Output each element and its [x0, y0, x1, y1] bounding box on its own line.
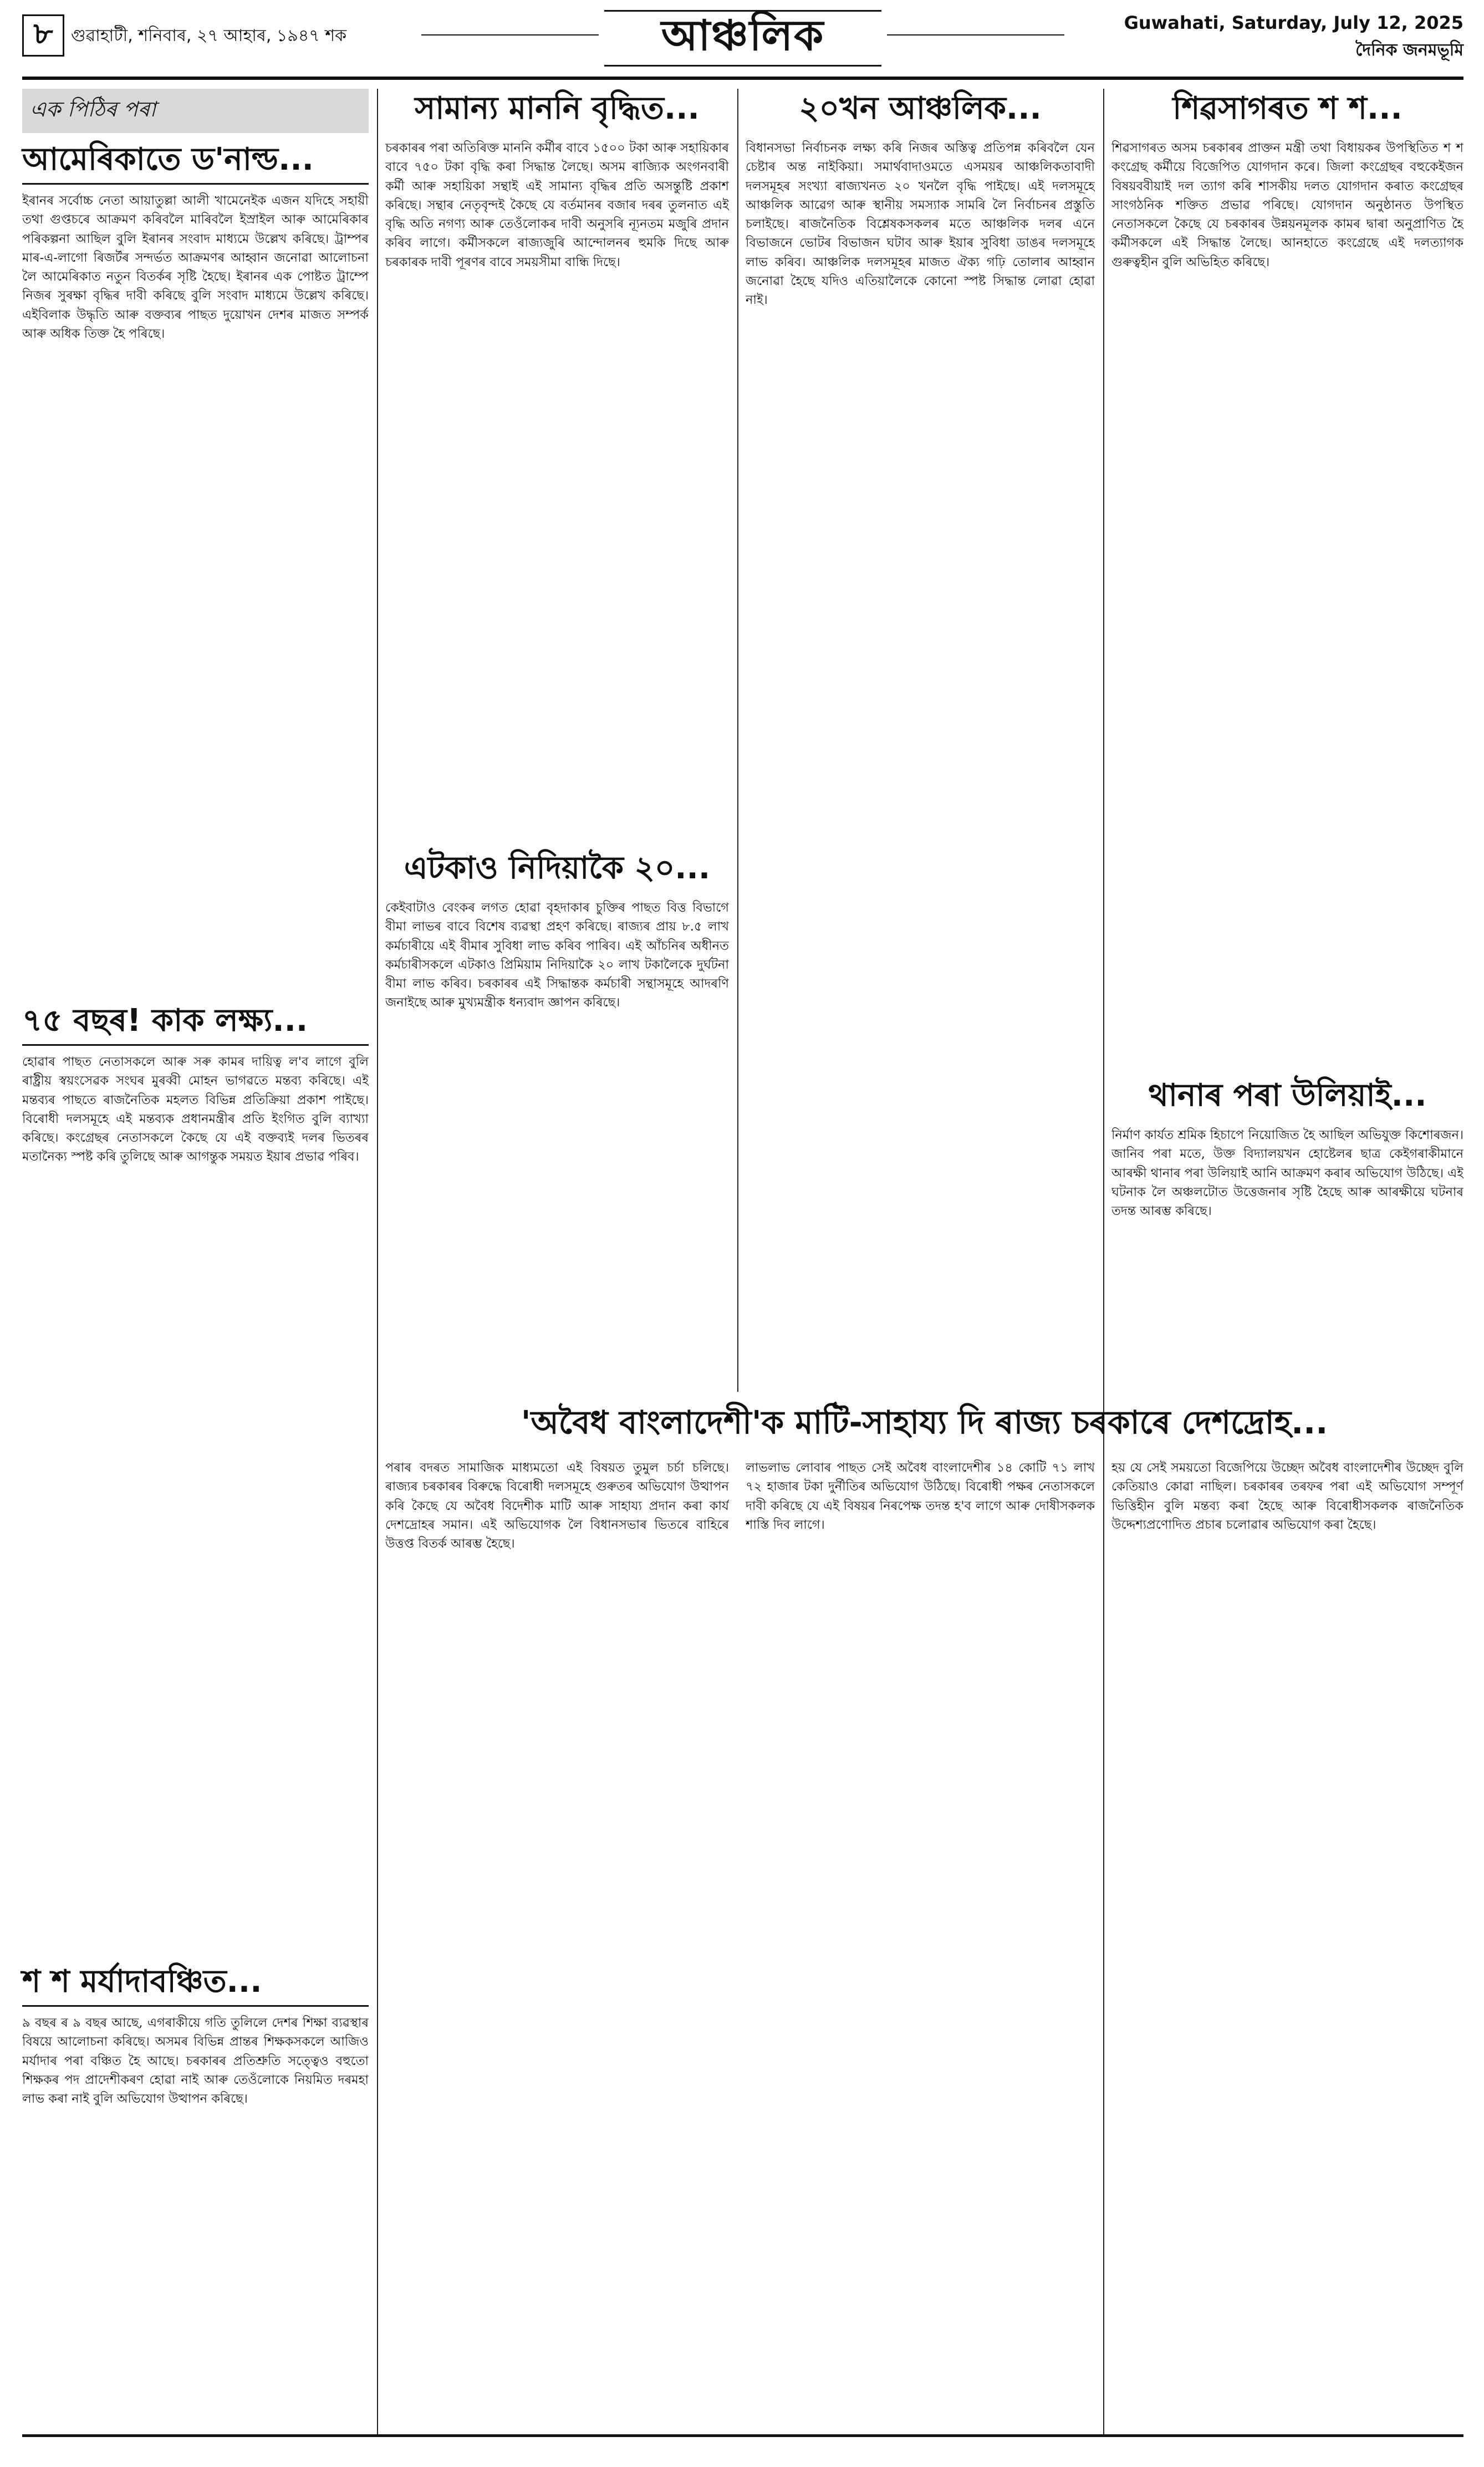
page-number: ৮ — [22, 14, 64, 57]
column-3 — [746, 89, 1095, 1386]
date-left: গুৱাহাটী, শনিবাৰ, ২৭ আহাৰ, ১৯৪৭ শক — [71, 26, 347, 45]
headline-honorarium: সামান্য মাননি বৃদ্ধিত... — [415, 90, 700, 126]
brand-title: আঞ্চলিক — [604, 10, 881, 67]
headline-illegal-bangladeshi: 'অবৈধ বাংলাদেশী'ক মাটি-সাহায্য দি ৰাজ্য চৰকাৰে দেশদ্ৰোহ... — [521, 1403, 1328, 1441]
article-body: পৰাৰ বদৰত সামাজিক মাধ্যমতো এই বিষয়ত তুমুল চৰ্চা চলিছে। ৰাজ্যৰ চৰকাৰৰ বিৰুদ্ধে বিৰোধী দলসমূহে গুৰুতৰ অভিযোগ উত্থাপন কৰি কৈছে যে অবৈধ বিদেশীক মাটি আৰু সাহায্য প্ৰদান কৰা কাৰ্য দেশদ্ৰোহৰ সমান। এই অভিযোগক লৈ বিধানসভাৰ ভিতৰে বাহিৰে উত্তপ্ত বিতৰ্ক আৰম্ভ হৈছে। — [385, 1461, 729, 1552]
wide-column-middle — [746, 1458, 1095, 2423]
article-body: ৯ বছৰ ৰ ৯ বছৰ আছে, এগৰাকীয়ে গতি তুলিলে দেশৰ শিক্ষা ব্যৱস্থাৰ বিষয়ে আলোচনা কৰিছে। অসমৰ বিভিন্ন প্ৰান্তৰ শিক্ষকসকলে আজিও মৰ্যাদাৰ পৰা বঞ্চিত হৈ আছে। চৰকাৰৰ প্ৰতিশ্ৰুতি সত্ত্বেও বহুতো শিক্ষকৰ পদ প্ৰাদেশীকৰণ হোৱা নাই আৰু তেওঁলোকে নিয়মিত দৰমহা লাভ কৰা নাই বুলি অভিযোগ উত্থাপন কৰিছে। — [22, 2016, 369, 2107]
article-body: হোৱাৰ পাছত নেতাসকলে আৰু সৰু কামৰ দায়িত্ব ল'ব লাগে বুলি ৰাষ্ট্ৰীয় স্বয়ংসেৱক সংঘৰ মুৰব্বী মোহন ভাগৱতে মন্তব্য কৰিছে। এই মন্তব্যৰ পাছতে ৰাজনৈতিক মহলত বিভিন্ন প্ৰতিক্ৰিয়া প্ৰকাশ পাইছে। বিৰোধী দলসমূহে এই মন্তব্যক প্ৰধানমন্ত্ৰীৰ প্ৰতি ইংগিত বুলি ব্যাখ্যা কৰিছে। কংগ্ৰেছৰ নেতাসকলে কৈছে যে এই বক্তব্যই দলৰ ভিতৰৰ মতানৈক্য স্পষ্ট কৰি তুলিছে আৰু আগন্তুক সময়ত ইয়াৰ প্ৰভাৱ পৰিব। — [22, 1055, 369, 1164]
article-body: বিধানসভা নিৰ্বাচনক লক্ষ্য কৰি নিজৰ অস্তিত্ব প্ৰতিপন্ন কৰিবলৈ যেন চেষ্টাৰ অন্ত নাইকিয়া। সমাৰ্থবাদাওমতে এসময়ৰ আঞ্চলিকতাবাদী দলসমূহৰ সংখ্যা ৰাজ্যখনত ২০ খনলৈ বৃদ্ধি পাইছে। এই দলসমূহে আঞ্চলিক আৱেগ আৰু স্থানীয় সমস্যাক সামৰি লৈ নিৰ্বাচনৰ প্ৰস্তুতি চলাইছে। ৰাজনৈতিক বিশ্লেষকসকলৰ মতে আঞ্চলিক দলৰ এনে বিভাজনে ভোটৰ বিভাজন ঘটাব আৰু ইয়াৰ সুবিধা ডাঙৰ দলসমূহে লাভ কৰিব। আঞ্চলিক দলসমূহৰ মাজত ঐক্য গঢ়ি তোলাৰ আহ্বান জনোৱা হৈছে যদিও এতিয়ালৈকে কোনো স্পষ্ট সিদ্ধান্ত লোৱা হোৱা নাই। — [746, 141, 1095, 308]
headline-regional: ২০খন আঞ্চলিক... — [799, 90, 1042, 126]
brand-rule-left — [421, 34, 599, 35]
article-body: নিৰ্মাণ কাৰ্যত শ্ৰমিক হিচাপে নিয়োজিত হৈ আছিল অভিযুক্ত কিশোৰজন। জানিব পৰা মতে, উক্ত বিদ্যালয়খন হোষ্টেলৰ ছাত্ৰ কেইগৰাকীমানে আৰক্ষী থানাৰ পৰা উলিয়াই আনি আক্ৰমণ কৰাৰ অভিযোগ উঠিছে। এই ঘটনাক লৈ অঞ্চলটোত উত্তেজনাৰ সৃষ্টি হৈছে আৰু আৰক্ষীয়ে ঘটনাৰ তদন্ত আৰম্ভ কৰিছে। — [1111, 1128, 1463, 1219]
article-body: কেইবাটাও বেংকৰ লগত হোৱা বৃহদাকাৰ চুক্তিৰ পাছত বিত্ত বিভাগে বীমা লাভৰ বাবে বিশেষ ব্যৱস্থা প্ৰহণ কৰিছে। ৰাজ্যৰ প্ৰায় ৮.৫ লাখ কৰ্মচাৰীয়ে এই বীমাৰ সুবিধা লাভ কৰিব পাৰিব। এই আঁচনিৰ অধীনত কৰ্মচাৰীসকলে এটকাও প্ৰিমিয়াম নিদিয়াকৈ ২০ লাখ টকালৈকে দুৰ্ঘটনা বীমা লাভ কৰিব। চৰকাৰৰ এই সিদ্ধান্তক কৰ্মচাৰী সন্থাসমূহে আদৰণি জনাইছে আৰু মুখ্যমন্ত্ৰীক ধন্যবাদ জ্ঞাপন কৰিছে। — [385, 901, 729, 1010]
column-divider — [1103, 89, 1104, 2434]
headline-police-station: থানাৰ পৰা উলিয়াই... — [1148, 1077, 1427, 1113]
headline-teachers: শ শ মৰ্যাদাবঞ্চিত... — [22, 1962, 369, 2007]
bottom-rule — [22, 2434, 1463, 2437]
headline-insurance: এটকাও নিদিয়াকৈ ২০... — [404, 850, 711, 886]
date-right — [1124, 12, 1463, 65]
section-label: এক পিঠিৰ পৰা — [22, 89, 369, 133]
article-body: লাভলাভ লোবাৰ পাছত সেই অবৈধ বাংলাদেশীৰ ১৪ কোটি ৭১ লাখ ৭২ হাজাৰ টকা দুৰ্নীতিৰ অভিযোগ উঠিছে। বিৰোধী পক্ষৰ নেতাসকলে দাবী কৰিছে যে এই বিষয়ৰ নিৰপেক্ষ তদন্ত হ'ব লাগে আৰু দোষীসকলক শাস্তি দিব লাগে। — [746, 1461, 1095, 1532]
headline-75-years: ৭৫ বছৰ! কাক লক্ষ্য... — [22, 1001, 369, 1046]
article-body: চৰকাৰৰ পৰা অতিৰিক্ত মাননি কৰ্মীৰ বাবে ১৫০০ টকা আৰু সহায়িকাৰ বাবে ৭৫০ টকা বৃদ্ধি কৰা সিদ্ধান্ত লৈছে। অসম ৰাজ্যিক অংগনবাৰী কৰ্মী আৰু সহায়িকা সন্থাই এই সামান্য বৃদ্ধিৰ প্ৰতি অসন্তুষ্টি প্ৰকাশ কৰিছে। সন্থাৰ নেতৃবৃন্দই কৈছে যে বৰ্তমানৰ বজাৰ দৰৰ তুলনাত এই বৃদ্ধি অতি নগণ্য আৰু তেওঁলোকৰ দাবী অনুসৰি ন্যূনতম মজুৰি প্ৰদান কৰিব লাগে। কৰ্মীসকলে ৰাজ্যজুৰি আন্দোলনৰ হুমকি দিছে আৰু চৰকাৰক দাবী পূৰণৰ বাবে সময়সীমা বান্ধি দিছে। — [385, 141, 729, 269]
masthead — [22, 10, 1463, 77]
article-body: ইৰানৰ সৰ্বোচ্চ নেতা আয়াতুল্লা আলী খামেনেইক এজন যদিহে সহায়ী তথা গুপ্তচৰে আক্ৰমণ কৰিবলৈ মাৰিবলৈ ইস্ৰাইল আৰু আমেৰিকাৰ পৰিকল্পনা আছিল বুলি ইৰানৰ সংবাদ মাধ্যমে উল্লেখ কৰিছে। ট্ৰাম্পৰ মাৰ-এ-লাগো ৰিজৰ্টৰ সন্দৰ্ভত আক্ৰমণৰ আহ্বান জনোৱা আলোচনা লৈ আমেৰিকাত নতুন বিতৰ্কৰ সৃষ্টি হৈছে। ইৰানৰ এক পোষ্টত ট্ৰাম্পে নিজৰ সুৰক্ষা বৃদ্ধিৰ দাবী কৰিছে বুলি সংবাদ মাধ্যমে উল্লেখ কৰিছে। এইবিলাক উদ্ধৃতি আৰু বক্তব্যৰ পাছত দুয়োখন দেশৰ মাজত সম্পৰ্ক আৰু অধিক তিক্ত হৈ পৰিছে। — [22, 194, 369, 342]
column-4 — [1111, 89, 1463, 1314]
paper-name: দৈনিক জনমভূমি — [1355, 40, 1463, 60]
column-2 — [385, 89, 729, 1359]
date-english: Guwahati, Saturday, July 12, 2025 — [1124, 12, 1463, 33]
wide-column-left — [385, 1458, 729, 2423]
headline-america: আমেৰিকাতে ড'নাল্ড... — [22, 140, 369, 185]
column-1 — [22, 89, 369, 2324]
article-body: শিৱসাগৰত অসম চৰকাৰৰ প্ৰাক্তন মন্ত্ৰী তথা বিধায়কৰ উপস্থিতিত শ শ কংগ্ৰেছ কৰ্মীয়ে বিজেপিত যোগদান কৰে। জিলা কংগ্ৰেছৰ বহুকেইজন বিষয়ববীয়াই দল ত্যাগ কৰি শাসকীয় দলত যোগদান কৰাত কংগ্ৰেছৰ সাংগঠনিক শক্তিত প্ৰভাৱ পৰিছে। যোগদান অনুষ্ঠানত উপস্থিত নেতাসকলে কৈছে যে চৰকাৰৰ উন্নয়নমূলক কামৰ দ্বাৰা অনুপ্ৰাণিত হৈ কৰ্মীসকলে এই সিদ্ধান্ত লৈছে। আনহাতে কংগ্ৰেছে এই দলত্যাগক গুৰুত্বহীন বুলি অভিহিত কৰিছে। — [1111, 141, 1463, 269]
wide-column-right — [1111, 1458, 1463, 2423]
top-rule — [22, 77, 1463, 80]
brand-rule-right — [887, 34, 1064, 35]
column-divider — [377, 89, 378, 2434]
headline-sivasagar: শিৱসাগৰত শ শ... — [1172, 90, 1403, 126]
column-divider — [737, 89, 738, 1392]
article-body: হয় যে সেই সময়তো বিজেপিয়ে উচ্ছেদ অবৈধ বাংলাদেশীৰ উচ্ছেদ বুলি কেতিয়াও কোৱা নাছিল। চৰকাৰৰ তৰফৰ পৰা এই অভিযোগ সম্পূৰ্ণ ভিত্তিহীন বুলি মন্তব্য কৰা হৈছে আৰু বিৰোধীসকলক ৰাজনৈতিক উদ্দেশ্যপ্ৰণোদিত প্ৰচাৰ চলোৱাৰ অভিযোগ কৰা হৈছে। — [1111, 1461, 1463, 1532]
